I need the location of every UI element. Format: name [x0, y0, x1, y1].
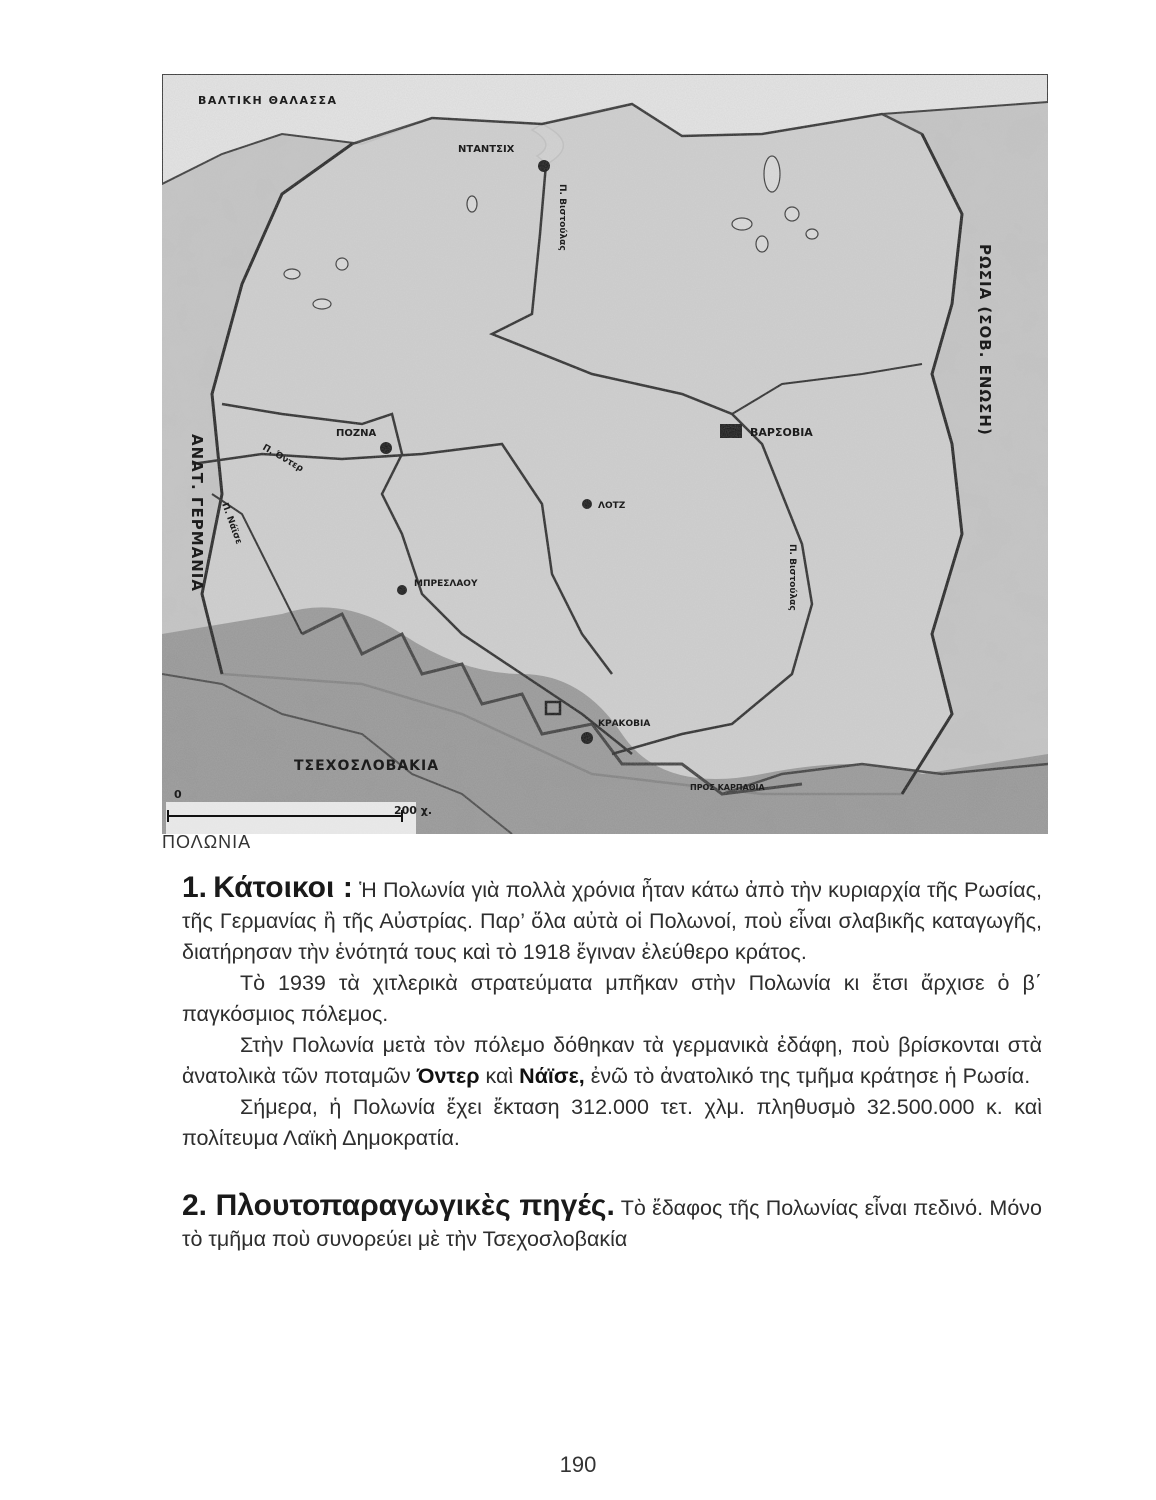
section2-paragraph [182, 1190, 1042, 1255]
page-number: 190 [559, 1452, 597, 1477]
label-germany: ΑΝΑΤ. ΓΕΡΜΑΝΙΑ [188, 434, 206, 593]
section2-title: 2. Πλουτοπαραγωγικὲς πηγές. [182, 1189, 615, 1222]
label-krakow: ΚΡΑΚΟΒΙΑ [598, 719, 651, 729]
label-vistula-south: Π. Βιστούλας [787, 544, 797, 611]
map-svg [162, 74, 1048, 834]
label-baltic: ΒΑΛΤΙΚΗ ΘΑΛΑΣΣΑ [198, 94, 338, 107]
label-lodz: ΛΟΤΖ [598, 501, 626, 511]
poland-map [162, 74, 1048, 834]
section1-paragraph3 [182, 1030, 1042, 1092]
section1-paragraph2: Τὸ 1939 τὰ χιτλερικὰ στρατεύματα μπῆκαν στὴν Πολωνία κι ἔτσι ἄρχισε ὁ β΄ παγκόσμιος πόλεμος. [182, 971, 1042, 1026]
scale-end-label: 200 χ. [394, 804, 433, 817]
para3-and: καὶ [479, 1064, 520, 1088]
label-danzig: ΝΤΑΝΤΣΙΧ [458, 144, 515, 155]
para3-text-a: Στὴν Πολωνία μετὰ τὸν πόλεμο δόθηκαν τὰ γερμανικὰ ἐδάφη, ποὺ βρίσκονται στὰ ἀνατολικὰ τῶν ποταμῶν [182, 1033, 1042, 1088]
label-breslau: ΜΠΡΕΣΛΑΟΥ [414, 579, 478, 589]
para3-neisse: Νάϊσε, [519, 1064, 585, 1088]
section2-text: Τὸ ἔδαφος τῆς Πολωνίας εἶναι πεδινό. Μόνο τὸ τμῆμα ποὺ συνορεύει μὲ τὴν Τσεχοσλοβακία [182, 1196, 1042, 1251]
label-neisse: Π. Νάϊσε [219, 501, 244, 546]
label-vistula-north: Π. Βιστούλας [557, 184, 567, 251]
map-caption: ΠΟΛΩΝΙΑ [162, 832, 252, 852]
section1-title: Κάτοικοι : [213, 871, 353, 904]
scale-zero-label: 0 [174, 788, 182, 801]
label-warsaw: ΒΑΡΣΟΒΙΑ [750, 426, 813, 439]
label-oder: Π. Όντερ [260, 442, 305, 475]
section1-number: 1. [182, 871, 208, 904]
section1-paragraph4: Σήμερα, ἡ Πολωνία ἔχει ἔκταση 312.000 τετ. χλμ. πληθυσμὸ 32.500.000 κ. καὶ πολίτευμα Λαϊκὴ Δημοκρατία. [182, 1095, 1042, 1150]
label-carpathians: ΠΡΟΣ ΚΑΡΠΑΘΙΑ [690, 783, 765, 792]
para3-text-b: ἐνῶ τὸ ἀνατολικό της τμῆμα κράτησε ἡ Ρωσία. [584, 1064, 1031, 1088]
para3-oder: Όντερ [416, 1064, 480, 1088]
label-poznan: ΠΟΖΝΑ [336, 428, 377, 439]
section1-text1: Ἡ Πολωνία γιὰ πολλὰ χρόνια ἦταν κάτω ἀπὸ τὴν κυριαρχία τῆς Ρωσίας, τῆς Γερμανίας ἢ τῆς Αὐστρίας. Παρ’ ὅλα αὐτὰ οἱ Πολωνοί, ποὺ εἶναι σλαβικῆς καταγωγῆς, διατήρησαν τὴν ἑνότητά τους καὶ τὸ 1918 ἔγιναν ἐλεύθερο κράτος. [182, 878, 1042, 964]
label-czechoslovakia: ΤΣΕΧΟΣΛΟΒΑΚΙΑ [294, 758, 440, 774]
section1-paragraph1 [182, 872, 1042, 968]
label-russia: ΡΩΣΙΑ (ΣΟΒ. ΕΝΩΣΗ) [976, 244, 994, 436]
article-body [182, 872, 1042, 1255]
